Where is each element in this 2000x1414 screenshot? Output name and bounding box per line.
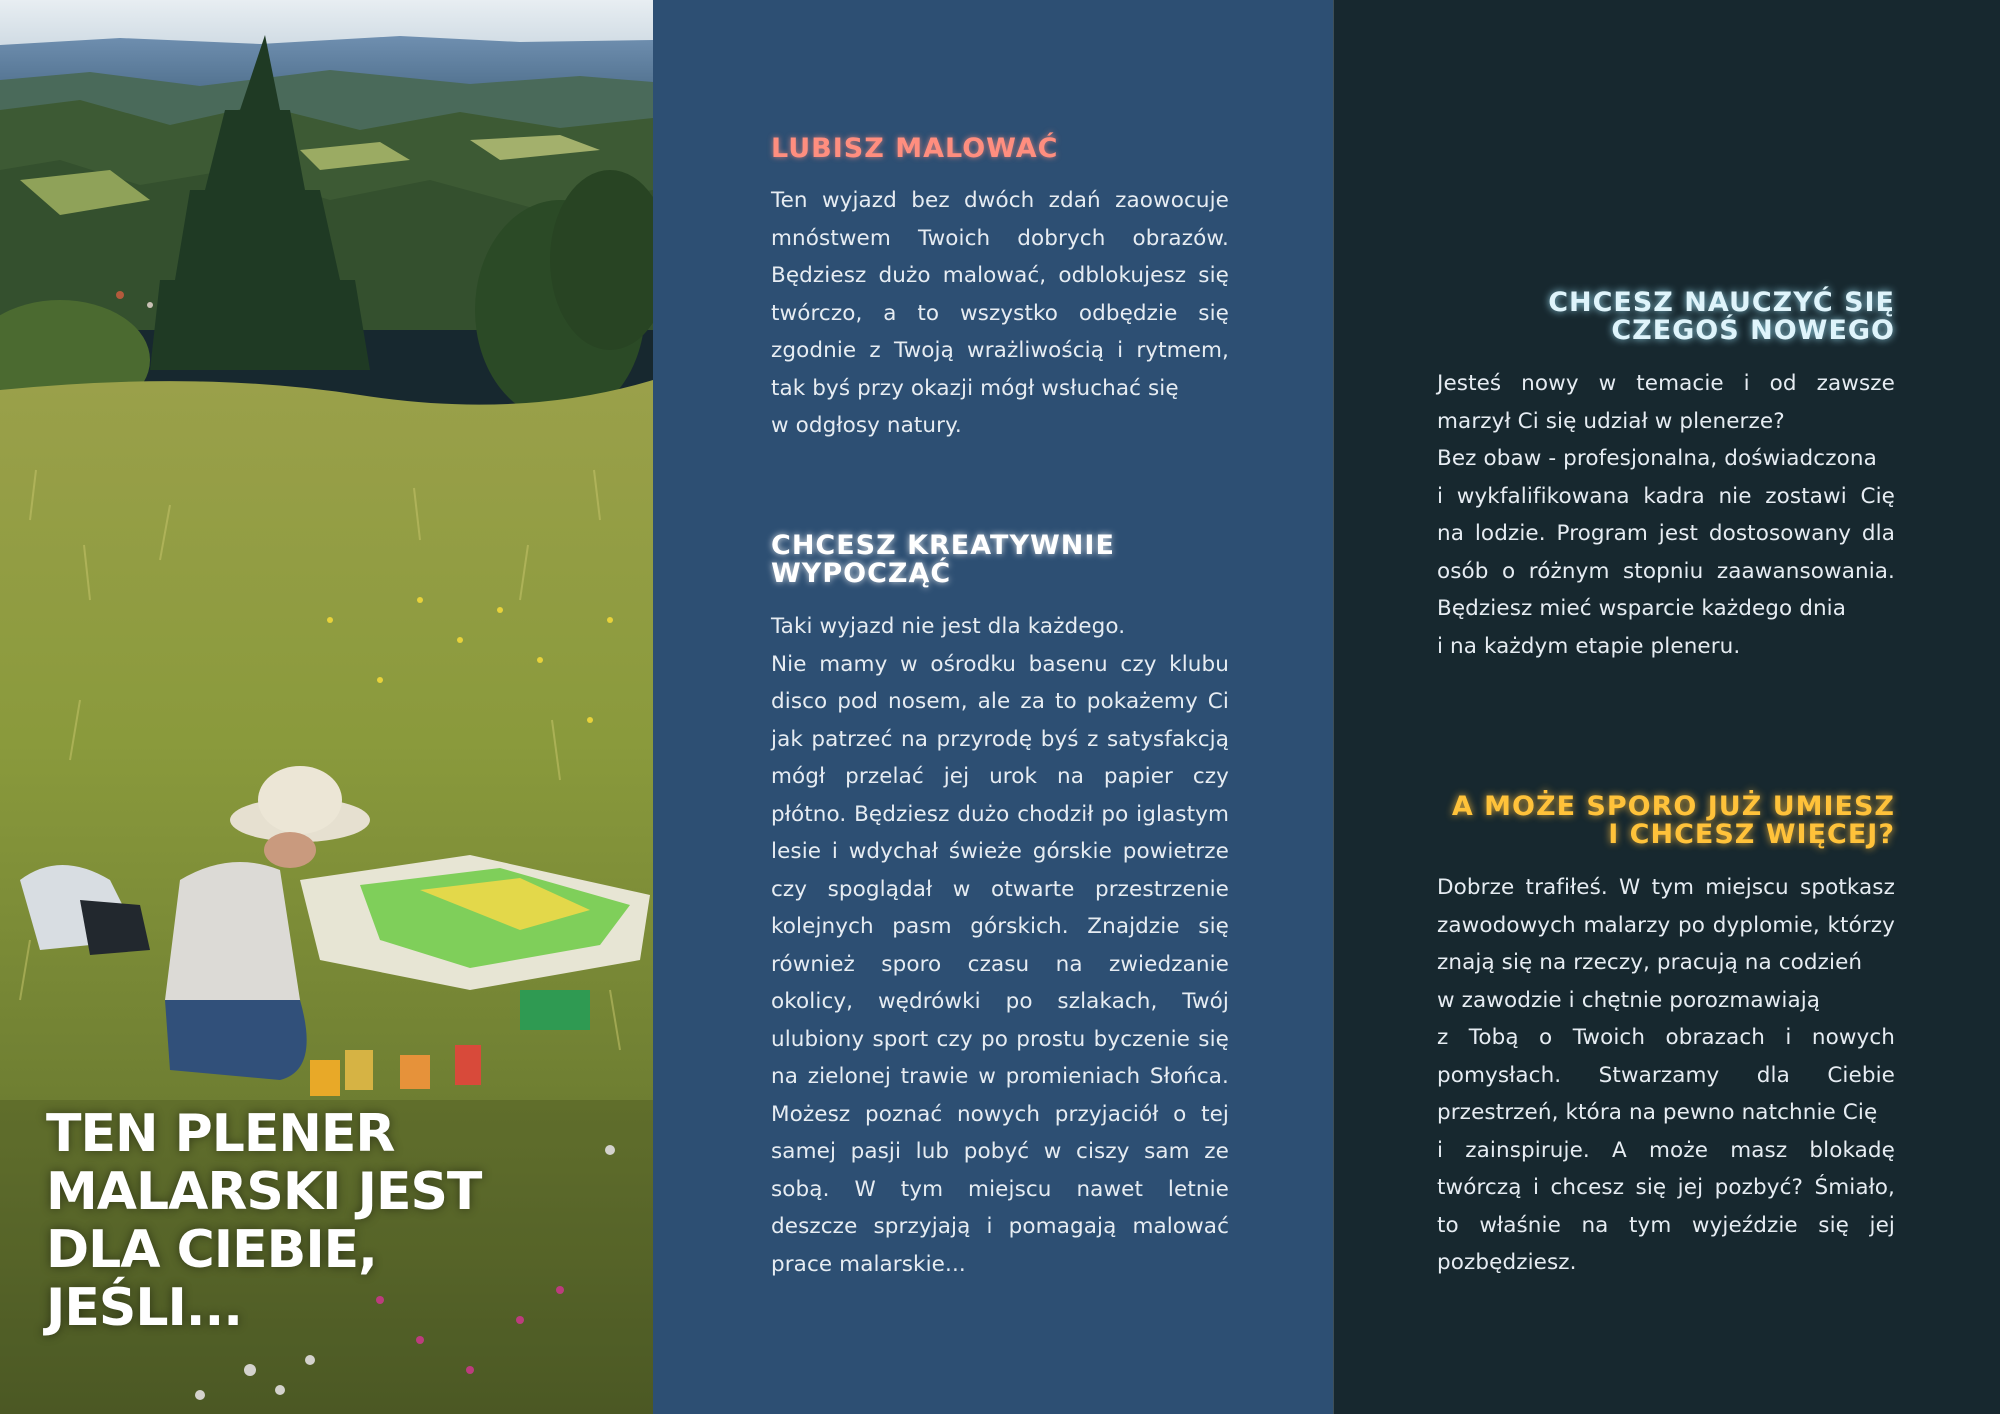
- section-chcesz-wiecej: [1437, 793, 1895, 1282]
- section-body: Jesteś nowy w temacie i od zawsze marzył Ci się udział w plenerze? Bez obaw - profesjonalna, doświadczona i wykfalifikowana kadra nie zostawi Cię na lodzie. Program jest dostosowany dla osób o różnym stopniu zaawansowania. Będziesz mieć wsparcie każdego dnia i na każdym etapie pleneru.: [1437, 371, 1895, 659]
- section-heading: CHCESZ KREATYWNIE WYPOCZĄĆ: [771, 530, 1115, 589]
- section-nauczyc-sie: [1437, 289, 1895, 665]
- middle-panel: [653, 0, 1333, 1414]
- section-heading: CHCESZ NAUCZYĆ SIĘ CZEGOŚ NOWEGO: [1548, 287, 1895, 346]
- right-panel: [1333, 0, 2000, 1414]
- cover-title: TEN PLENER MALARSKI JEST DLA CIEBIE, JEŚLI...: [46, 1104, 482, 1338]
- section-lubisz-malowac: [771, 135, 1229, 445]
- section-body: Taki wyjazd nie jest dla każdego. Nie mamy w ośrodku basenu czy klubu disco pod nosem, ale za to pokażemy Ci jak patrzeć na przyrodę byś z satysfakcją mógł przelać jej urok na papier czy płótno. Będziesz dużo chodził po iglastym lesie i wdychał świeże górskie powietrze czy spoglądał w otwarte przestrzenie kolejnych pasm górskich. Znajdzie się również sporo czasu na zwiedzanie okolicy, wędrówki po szlakach, Twój ulubiony sport czy po prostu byczenie się na zielonej trawie w promieniach Słońca. Możesz poznać nowych przyjaciół o tej samej pasji lub pobyć w ciszy sam ze sobą. W tym miejscu nawet letnie deszcze sprzyjają i pomagają malować prace malarskie...: [771, 614, 1229, 1277]
- cover-photo-panel: [0, 0, 653, 1414]
- section-heading: LUBISZ MALOWAĆ: [771, 133, 1059, 164]
- section-body: Ten wyjazd bez dwóch zdań zaowocuje mnóstwem Twoich dobrych obrazów. Będziesz dużo malować, odblokujesz się twórczo, a to wszystko odbędzie się zgodnie z Twoją wrażliwością i rytmem, tak byś przy okazji mógł wsłuchać się w odgłosy natury.: [771, 188, 1229, 438]
- section-heading: A MOŻE SPORO JUŻ UMIESZ I CHCESZ WIĘCEJ?: [1451, 791, 1895, 850]
- section-body: Dobrze trafiłeś. W tym miejscu spotkasz zawodowych malarzy po dyplomie, którzy znają się na rzeczy, pracują na codzień w zawodzie i chętnie porozmawiają z Tobą o Twoich obrazach i nowych pomysłach. Stwarzamy dla Ciebie przestrzeń, która na pewno natchnie Cię i zainspiruje. A może masz blokadę twórczą i chcesz się jej pozbyć? Śmiało, to właśnie na tym wyjeździe się jej pozbędziesz.: [1437, 875, 1895, 1275]
- section-kreatywnie-wypoczac: [771, 532, 1229, 1283]
